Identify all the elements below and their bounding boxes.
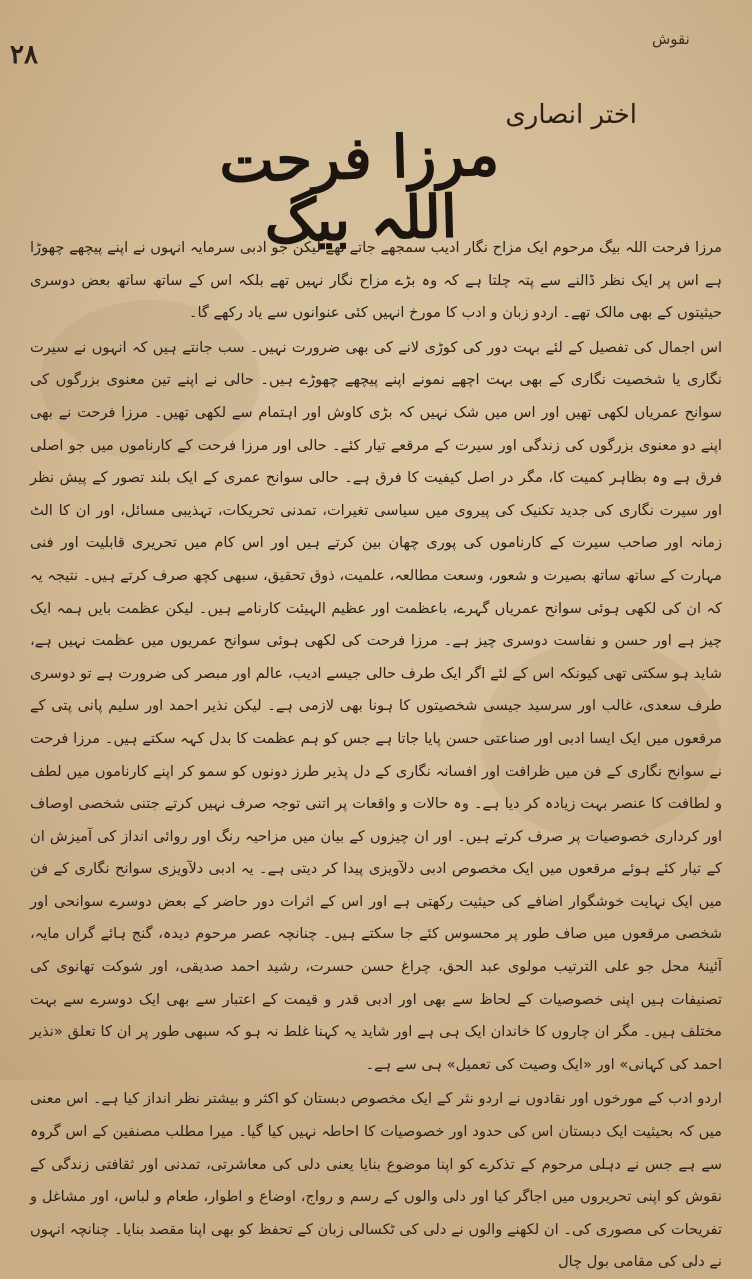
article-body [30,232,722,1279]
paragraph: مرزا فرحت اللہ بیگ مرحوم ایک مزاح نگار ادیب سمجھے جاتے تھے لیکن جو ادبی سرمایہ انہوں نے اپنے پیچھے چھوڑا ہے اس پر ایک نظر ڈالنے سے پتہ چلتا ہے کہ وہ بڑے مزاح نگار نہیں تھے بلکہ اس کے ساتھ ساتھ بعض دوسری حیثیتوں کے بھی مالک تھے۔ اردو زبان و ادب کا مورخ انہیں کئی عنوانوں سے یاد رکھے گا۔ [30,239,722,322]
paragraph: اردو ادب کے مورخوں اور نقادوں نے اردو نثر کے ایک مخصوص دبستان کو اکثر و بیشتر نظر انداز کیا ہے۔ اس معنی میں کہ بحیثیت ایک دبستان اس کی حدود اور خصوصیات کا احاطہ نہیں کیا گیا۔ میرا مطلب مصنفین کے اس گروہ سے ہے جس نے دہلی مرحوم کے تذکرے کو اپنا موضوع بنایا یعنی دلی کی معاشرتی، تمدنی اور ثقافتی زندگی کے نقوش کو اپنی تحریروں میں اجاگر کیا اور دلی والوں کے رسم و رواج، اوضاع و اطوار، طعام و لباس، اور مشاغل و تفریحات کی مصوری کی۔ ان لکھنے والوں نے دلی کی ٹکسالی زبان کے تحفظ کو بھی اپنا مقصد بنایا۔ چنانچہ انہوں نے دلی کی مقامی بول چال [30,1090,722,1271]
author-name: اختر انصاری [505,100,637,130]
page-number: ۲۸ [10,40,38,70]
paragraph: اس اجمال کی تفصیل کے لئے بہت دور کی کوڑی لانے کی بھی ضرورت نہیں۔ سب جانتے ہیں کہ انہوں نے سیرت نگاری یا شخصیت نگاری کے بھی بہت اچھے نمونے اپنے پیچھے چھوڑے ہیں۔ حالی نے اپنے تین معنوی بزرگوں کی سوانح عمریاں لکھی تھیں اور اس میں شک نہیں کہ بڑی کاوش اور اہتمام سے لکھی تھیں۔ مرزا فرحت نے بھی اپنے دو معنوی بزرگوں کی زندگی اور سیرت کے مرقعے تیار کئے۔ حالی اور مرزا فرحت کے کارناموں میں جو اصلی فرق ہے وہ بظاہر کمیت کا، مگر در اصل کیفیت کا فرق ہے۔ حالی سوانح عمری کے ایک بلند تصور کے پیش نظر اور سیرت نگاری کی جدید تکنیک کی پیروی میں سیاسی تغیرات، تمدنی تحریکات، تہذیبی مسائل، اور ان کا الٹ زمانہ اور صاحب سیرت کے کارناموں کی پوری چھان بین کرتے ہیں اور اس کام میں تحریری قابلیت اور فنی مہارت کے ساتھ ساتھ بصیرت و شعور، وسعت مطالعہ، علمیت، ذوق تحقیق، سبھی کچھ صرف کرتے ہیں۔ نتیجہ یہ کہ ان کی لکھی ہوئی سوانح عمریاں گہرے، باعظمت اور عظیم الہیئت کارنامے ہیں۔ لیکن عظمت بایں ہمہ ایک چیز ہے اور حسن و نفاست دوسری چیز ہے۔ مرزا فرحت کی لکھی ہوئی سوانح عمریوں میں عظمت نہیں ہے، شاید ہو سکتی تھی کیونکہ اس کے لئے اگر ایک طرف حالی جیسے ادیب، عالم اور مبصر کی ضرورت ہے تو دوسری طرف سعدی، غالب اور سرسید جیسی شخصیتوں کا ہونا بھی لازمی ہے۔ لیکن نذیر احمد اور سلیم پانی پتی کے مرقعوں میں ایک ایسا ادبی اور صناعتی حسن پایا جاتا ہے جس کو ہم عظمت کا بدل کہہ سکتے ہیں۔ مرزا فرحت نے سوانح نگاری کے فن میں ظرافت اور افسانہ نگاری کے دل پذیر طرز دونوں کو سمو کر اپنے کارناموں میں لطف و لطافت کا عنصر بہت زیادہ کر دیا ہے۔ وہ حالات و واقعات پر اتنی توجہ صرف نہیں کرتے جتنی شخصی اوصاف اور کرداری خصوصیات پر صرف کرتے ہیں۔ اور ان چیزوں کے بیان میں مزاحیہ رنگ اور روائی انداز کی آمیزش ان کے تیار کئے ہوئے مرقعوں میں ایک مخصوص ادبی دلآویزی پیدا کر دیتی ہے۔ یہ ادبی دلآویزی سوانح نگاری کے فن میں ایک نہایت خوشگوار اضافے کی حیثیت رکھتی ہے اور اس کے اثرات دور حاضر کے بعض دوسرے سوانحی اور شخصی مرقعوں میں صاف طور پر محسوس کئے جا سکتے ہیں۔ چنانچہ عصر مرحوم دیدہ، گنج ہائے گراں مایہ، آئینۂ محل جو علی الترتیب مولوی عبد الحق، چراغ حسن حسرت، رشید احمد صدیقی، اور شوکت تھانوی کی تصنیفات ہیں اپنی خصوصیات کے لحاظ سے بھی اور ادبی قدر و قیمت کے اعتبار سے بھی ایک دوسرے سے بہت مختلف ہیں۔ مگر ان چاروں کا خاندان ایک ہی ہے اور شاید یہ کہنا غلط نہ ہو کہ سبھی طور پر ان کا تعلق «نذیر احمد کی کہانی» اور «ایک وصیت کی تعمیل» ہی سے ہے۔ [30,338,722,1073]
article-title: مرزا فرحت اللہ بیگ [218,120,500,256]
running-head: نقوش [652,30,690,48]
